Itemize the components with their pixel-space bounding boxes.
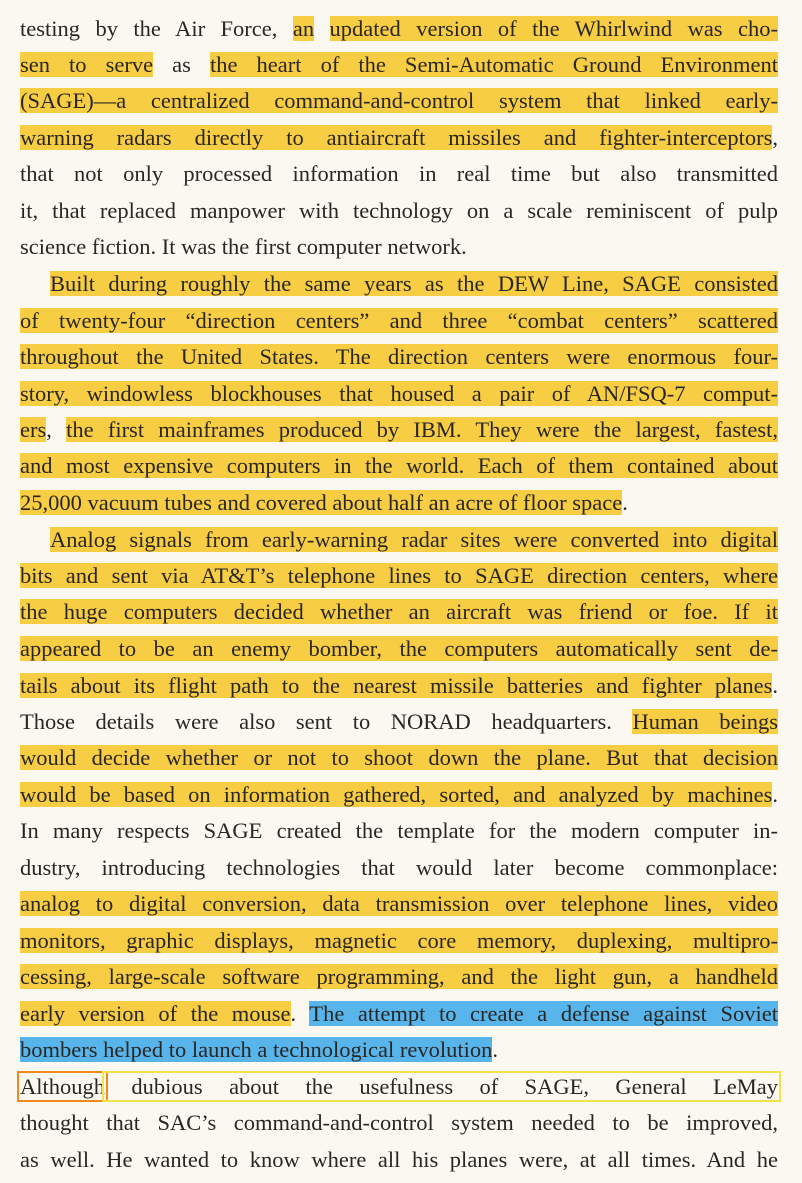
- highlight-yellow[interactable]: cessing, large-scale software programming, and the light gun, a handheld: [20, 964, 778, 989]
- text-line: 25,000 vacuum tubes and covered about half an acre of floor space.: [20, 490, 628, 515]
- highlight-blue[interactable]: bombers helped to launch a technological revolution: [20, 1037, 493, 1062]
- text-line: [20, 558, 778, 594]
- text-line: In many respects SAGE created the template for the modern computer in-: [20, 818, 778, 843]
- boxed-word-orange[interactable]: Although: [20, 1074, 106, 1099]
- highlight-yellow[interactable]: throughout the United States. The direction centers were enormous four-: [20, 344, 778, 369]
- highlight-yellow[interactable]: the heart of the Semi-Automatic Ground Environment: [209, 52, 778, 77]
- text-line: testing by the Air Force, an updated version of the Whirlwind was cho-: [20, 16, 778, 41]
- highlight-yellow[interactable]: ers: [20, 417, 47, 442]
- text-line: thought that SAC’s command-and-control system needed to be improved,: [20, 1110, 778, 1135]
- highlight-yellow[interactable]: of twenty-four “direction centers” and three “combat centers” scattered: [20, 308, 778, 333]
- text-line: [20, 83, 778, 119]
- highlight-yellow[interactable]: would decide whether or not to shoot down the plane. But that decision: [20, 745, 778, 770]
- text-line: bombers helped to launch a technological revolution.: [20, 1037, 498, 1062]
- text-line: tails about its flight path to the nearest missile batteries and fighter planes.: [20, 673, 778, 698]
- highlight-yellow[interactable]: Built during roughly the same years as the DEW Line, SAGE consisted: [50, 271, 778, 296]
- text-line: [20, 376, 778, 412]
- text-line: [20, 740, 778, 776]
- highlight-yellow[interactable]: monitors, graphic displays, magnetic core memory, duplexing, multipro-: [20, 928, 778, 953]
- text-line: would be based on information gathered, sorted, and analyzed by machines.: [20, 782, 778, 807]
- text-line: [20, 631, 778, 667]
- highlight-yellow[interactable]: the first mainframes produced by IBM. They were the largest, fastest,: [66, 417, 779, 442]
- highlight-yellow[interactable]: would be based on information gathered, sorted, and analyzed by machines: [20, 782, 773, 807]
- highlight-yellow[interactable]: early version of the mouse: [20, 1001, 291, 1026]
- highlight-yellow[interactable]: an: [292, 16, 315, 41]
- text-line: [20, 594, 778, 630]
- text-line: [20, 522, 778, 558]
- text-line: [20, 923, 778, 959]
- highlight-yellow[interactable]: the huge computers decided whether an aircraft was friend or foe. If it: [20, 599, 778, 624]
- highlight-yellow[interactable]: tails about its flight path to the nearest missile batteries and fighter planes: [20, 673, 773, 698]
- text-line: [20, 303, 778, 339]
- highlight-yellow[interactable]: sen to serve: [20, 52, 154, 77]
- highlight-yellow[interactable]: warning radars directly to antiaircraft missiles and fighter-interceptors: [20, 125, 773, 150]
- highlight-yellow[interactable]: updated version of the Whirlwind was cho-: [329, 16, 778, 41]
- text-line: [20, 959, 778, 995]
- highlight-yellow[interactable]: 25,000 vacuum tubes and covered about half an acre of floor space: [20, 490, 623, 515]
- highlight-yellow[interactable]: and most expensive computers in the world. Each of them contained about: [20, 453, 778, 478]
- highlight-blue[interactable]: The attempt to create a defense against Soviet: [309, 1001, 778, 1026]
- text-line: [20, 886, 778, 922]
- text-line: sen to serve as the heart of the Semi-Automatic Ground Environment: [20, 52, 778, 77]
- text-line: as well. He wanted to know where all his planes were, at all times. And he: [20, 1147, 778, 1172]
- text-line: ers, the first mainframes produced by IBM. They were the largest, fastest,: [20, 417, 779, 442]
- text-line: it, that replaced manpower with technology on a scale reminiscent of pulp: [20, 198, 778, 223]
- highlight-yellow[interactable]: appeared to be an enemy bomber, the computers automatically sent de-: [20, 636, 778, 661]
- text-line: early version of the mouse. The attempt to create a defense against Soviet: [20, 1001, 778, 1026]
- text-line: [20, 448, 778, 484]
- text-line: warning radars directly to antiaircraft missiles and fighter-interceptors,: [20, 125, 778, 150]
- highlight-yellow[interactable]: analog to digital conversion, data transmission over telephone lines, video: [20, 891, 778, 916]
- text-line: [20, 266, 778, 302]
- text-line: Those details were also sent to NORAD headquarters. Human beings: [20, 709, 778, 734]
- text-line: [20, 1069, 778, 1105]
- highlight-yellow[interactable]: Analog signals from early-warning radar sites were converted into digital: [50, 527, 778, 552]
- text-line: that not only processed information in real time but also transmitted: [20, 161, 778, 186]
- text-line: [20, 339, 778, 375]
- highlight-yellow[interactable]: Human beings: [632, 709, 778, 734]
- highlight-yellow[interactable]: story, windowless blockhouses that housed a pair of AN/FSQ-7 comput-: [20, 381, 778, 406]
- text-line: science fiction. It was the first computer network.: [20, 234, 467, 259]
- text-line: dustry, introducing technologies that would later become commonplace:: [20, 855, 778, 880]
- highlight-yellow[interactable]: (SAGE)—a centralized command-and-control system that linked early-: [20, 88, 778, 113]
- boxed-phrase-yellow[interactable]: dubious about the usefulness of SAGE, General LeMay: [105, 1074, 778, 1099]
- highlight-yellow[interactable]: bits and sent via AT&T’s telephone lines to SAGE direction centers, where: [20, 563, 778, 588]
